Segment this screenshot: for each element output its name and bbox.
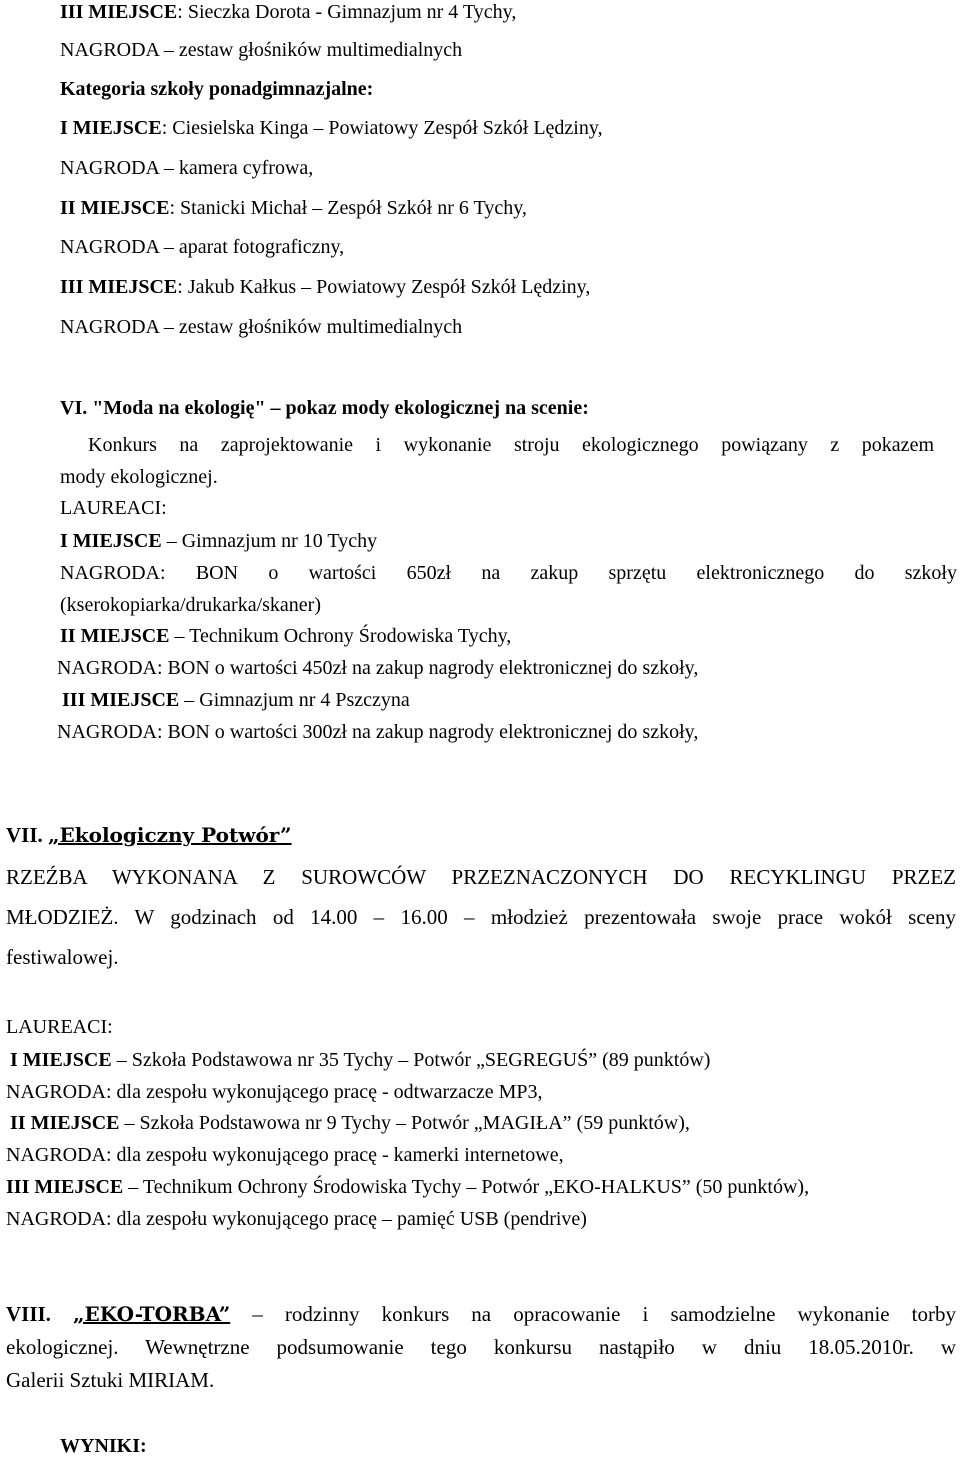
section-6-description: Konkurs na zaprojektowanie i wykonanie stroju ekologicznego powiązany z pokazem [88,434,934,456]
prize-line: NAGRODA: dla zespołu wykonującego pracę – pamięć USB (pendrive) [6,1208,587,1230]
place-label: I MIEJSCE [60,117,162,139]
prize-line: NAGRODA – aparat fotograficzny, [60,236,345,258]
place-1-line [60,531,377,551]
place-label: II MIEJSCE [60,625,170,647]
place-1-line [60,118,603,138]
place-text: – Szkoła Podstawowa nr 35 Tychy – Potwór „SEGREGUŚ” (89 punktów) [111,1049,711,1071]
place-label: II MIEJSCE [60,197,170,219]
section-7-description-cont: MŁODZIEŻ. W godzinach od 14.00 – 16.00 – młodzież prezentowała swoje prace wokół sceny [6,905,956,929]
place-text: : Ciesielska Kinga – Powiatowy Zespół Szkół Lędziny, [161,117,603,139]
place-text: – Technikum Ochrony Środowiska Tychy – Potwór „EKO-HALKUS” (50 punktów), [123,1176,810,1198]
place-label: III MIEJSCE [60,276,178,298]
place-2-line [10,1113,690,1133]
section-title: „Ekologiczny Potwór” [48,823,292,847]
place-1-line [10,1050,710,1070]
section-6-description-cont: mody ekologicznej. [60,466,218,488]
laureates-label: LAUREACI: [6,1016,113,1038]
place-3-line [60,2,516,22]
laureates-label: LAUREACI: [60,497,167,519]
place-text: – Szkoła Podstawowa nr 9 Tychy – Potwór „MAGIŁA” (59 punktów), [119,1112,690,1134]
section-number: VIII. [6,1302,51,1326]
place-label: III MIEJSCE [6,1176,124,1198]
place-2-line [60,198,527,218]
place-label: I MIEJSCE [60,530,162,552]
section-7-description: RZEŹBA WYKONANA Z SUROWCÓW PRZEZNACZONYCH DO RECYKLINGU PRZEZ [6,865,956,889]
place-3-line [6,1177,809,1197]
prize-line: NAGRODA: BON o wartości 650zł na zakup sprzętu elektronicznego do szkoły [60,562,957,584]
place-text: : Sieczka Dorota - Gimnazjum nr 4 Tychy, [177,1,517,23]
prize-line: NAGRODA: dla zespołu wykonującego pracę - kamerki internetowe, [6,1144,564,1166]
place-label: I MIEJSCE [10,1049,112,1071]
section-6-heading: VI. "Moda na ekologię" – pokaz mody ekologicznej na scenie: [60,397,589,419]
prize-line: NAGRODA – kamera cyfrowa, [60,157,314,179]
prize-line: NAGRODA: BON o wartości 300zł na zakup nagrody elektronicznej do szkoły, [57,721,699,743]
place-text: : Jakub Kałkus – Powiatowy Zespół Szkół Lędziny, [177,276,591,298]
section-description: – rodzinny konkurs na opracowanie i samodzielne wykonanie torby [230,1302,956,1326]
prize-line: NAGRODA – zestaw głośników multimedialnych [60,316,463,338]
place-text: : Stanicki Michał – Zespół Szkół nr 6 Tychy, [169,197,527,219]
place-2-line [60,626,511,646]
section-8-description-end: Galerii Sztuki MIRIAM. [6,1368,215,1392]
section-title: „EKO-TORBA” [73,1302,231,1326]
place-label: III MIEJSCE [60,1,178,23]
prize-line-cont: (kserokopiarka/drukarka/skaner) [60,594,321,616]
place-3-line [60,277,590,297]
section-7-heading [6,825,292,846]
results-label: WYNIKI: [60,1435,147,1457]
section-8-description-cont: ekologicznej. Wewnętrzne podsumowanie tego konkursu nastąpiło w dniu 18.05.2010r. w [6,1335,956,1359]
place-3-line [62,690,410,710]
section-7-description-end: festiwalowej. [6,945,119,969]
place-text: – Gimnazjum nr 4 Pszczyna [179,689,410,711]
place-text: – Gimnazjum nr 10 Tychy [161,530,378,552]
prize-line: NAGRODA – zestaw głośników multimedialnych [60,39,463,61]
prize-line: NAGRODA: BON o wartości 450zł na zakup nagrody elektronicznej do szkoły, [57,657,699,679]
place-label: III MIEJSCE [62,689,180,711]
section-8-heading [6,1304,956,1325]
place-label: II MIEJSCE [10,1112,120,1134]
prize-line: NAGRODA: dla zespołu wykonującego pracę - odtwarzacze MP3, [6,1081,543,1103]
category-heading: Kategoria szkoły ponadgimnazjalne: [60,78,374,100]
section-number: VII. [6,823,43,847]
place-text: – Technikum Ochrony Środowiska Tychy, [169,625,512,647]
